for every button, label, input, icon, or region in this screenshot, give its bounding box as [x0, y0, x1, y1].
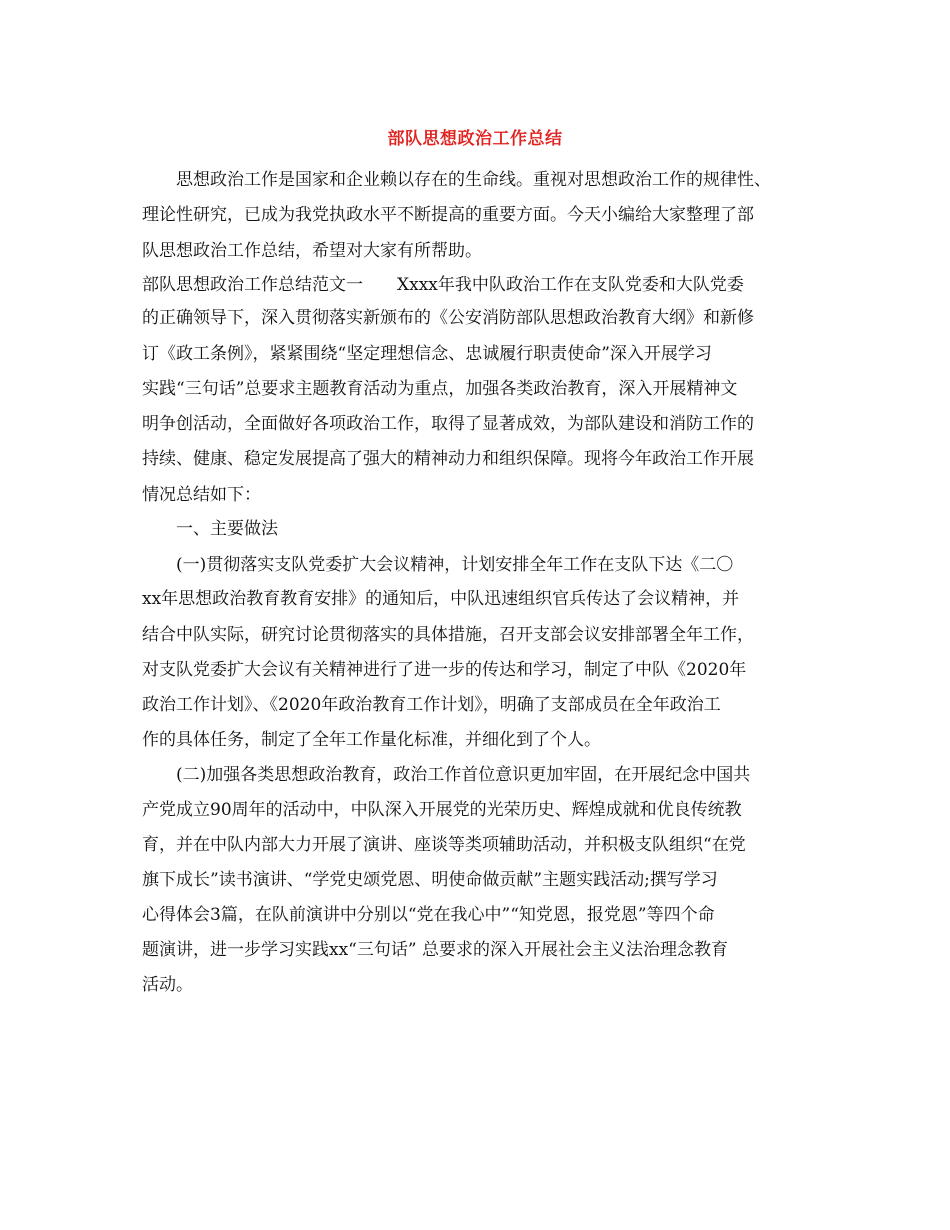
body-line: 明争创活动，全面做好各项政治工作，取得了显著成效，为部队建设和消防工作的: [142, 414, 754, 434]
body-line: 政治工作计划》、《2020年政治教育工作计划》，明确了支部成员在全年政治工: [142, 695, 721, 715]
body-line: 订《政工条例》，紧紧围绕“坚定理想信念、忠诚履行职责使命”深入开展学习: [142, 344, 712, 364]
body-line: xx年思想政治教育教育安排》的通知后，中队迅速组织官兵传达了会议精神，并: [142, 589, 740, 609]
body-line: 活动。: [142, 975, 193, 995]
body-line: 作的具体任务，制定了全年工作量化标准，并细化到了个人。: [142, 730, 601, 750]
body-line: 持续、健康、稳定发展提高了强大的精神动力和组织保障。现将今年政治工作开展: [142, 449, 754, 469]
body-line: 队思想政治工作总结，希望对大家有所帮助。: [142, 241, 482, 261]
body-line: 心得体会3篇，在队前演讲中分别以“党在我心中”“知党恩，报党恩”等四个命: [142, 905, 715, 925]
body-line: 实践“三句话”总要求主题教育活动为重点，加强各类政治教育，深入开展精神文: [142, 379, 738, 399]
body-line: 情况总结如下：: [142, 485, 261, 505]
body-line: 育，并在中队内部大力开展了演讲、座谈等类项辅助活动，并积极支队组织“在党: [142, 835, 746, 855]
body-line: 题演讲，进一步学习实践xx“三句话” 总要求的深入开展社会主义法治理念教育: [142, 940, 728, 960]
body-line: 理论性研究，已成为我党执政水平不断提高的重要方面。今天小编给大家整理了部: [142, 205, 754, 225]
body-line: 结合中队实际，研究讨论贯彻落实的具体措施，召开支部会议安排部署全年工作，: [142, 625, 754, 645]
body-line: (一)贯彻落实支队党委扩大会议精神，计划安排全年工作在支队下达《二〇: [176, 555, 734, 575]
body-line: 对支队党委扩大会议有关精神进行了进一步的传达和学习，制定了中队《2020年: [142, 660, 747, 680]
section-heading: 一、主要做法: [176, 519, 278, 539]
body-line: 产党成立90周年的活动中，中队深入开展党的光荣历史、辉煌成就和优良传统教: [142, 800, 742, 820]
body-line: 旗下成长”读书演讲、“学党史颂党恩、明使命做贡献”主题实践活动;撰写学习: [142, 870, 718, 890]
page-title: 部队思想政治工作总结: [387, 129, 563, 149]
body-line: 的正确领导下，深入贯彻落实新颁布的《公安消防部队思想政治教育大纲》和新修: [142, 308, 754, 328]
body-line: 部队思想政治工作总结范文一 Xxxx年我中队政治工作在支队党委和大队党委: [142, 275, 744, 295]
body-line: (二)加强各类思想政治教育，政治工作首位意识更加牢固，在开展纪念中国共: [176, 765, 751, 785]
body-line: 思想政治工作是国家和企业赖以存在的生命线。重视对思想政治工作的规律性、: [176, 170, 771, 190]
